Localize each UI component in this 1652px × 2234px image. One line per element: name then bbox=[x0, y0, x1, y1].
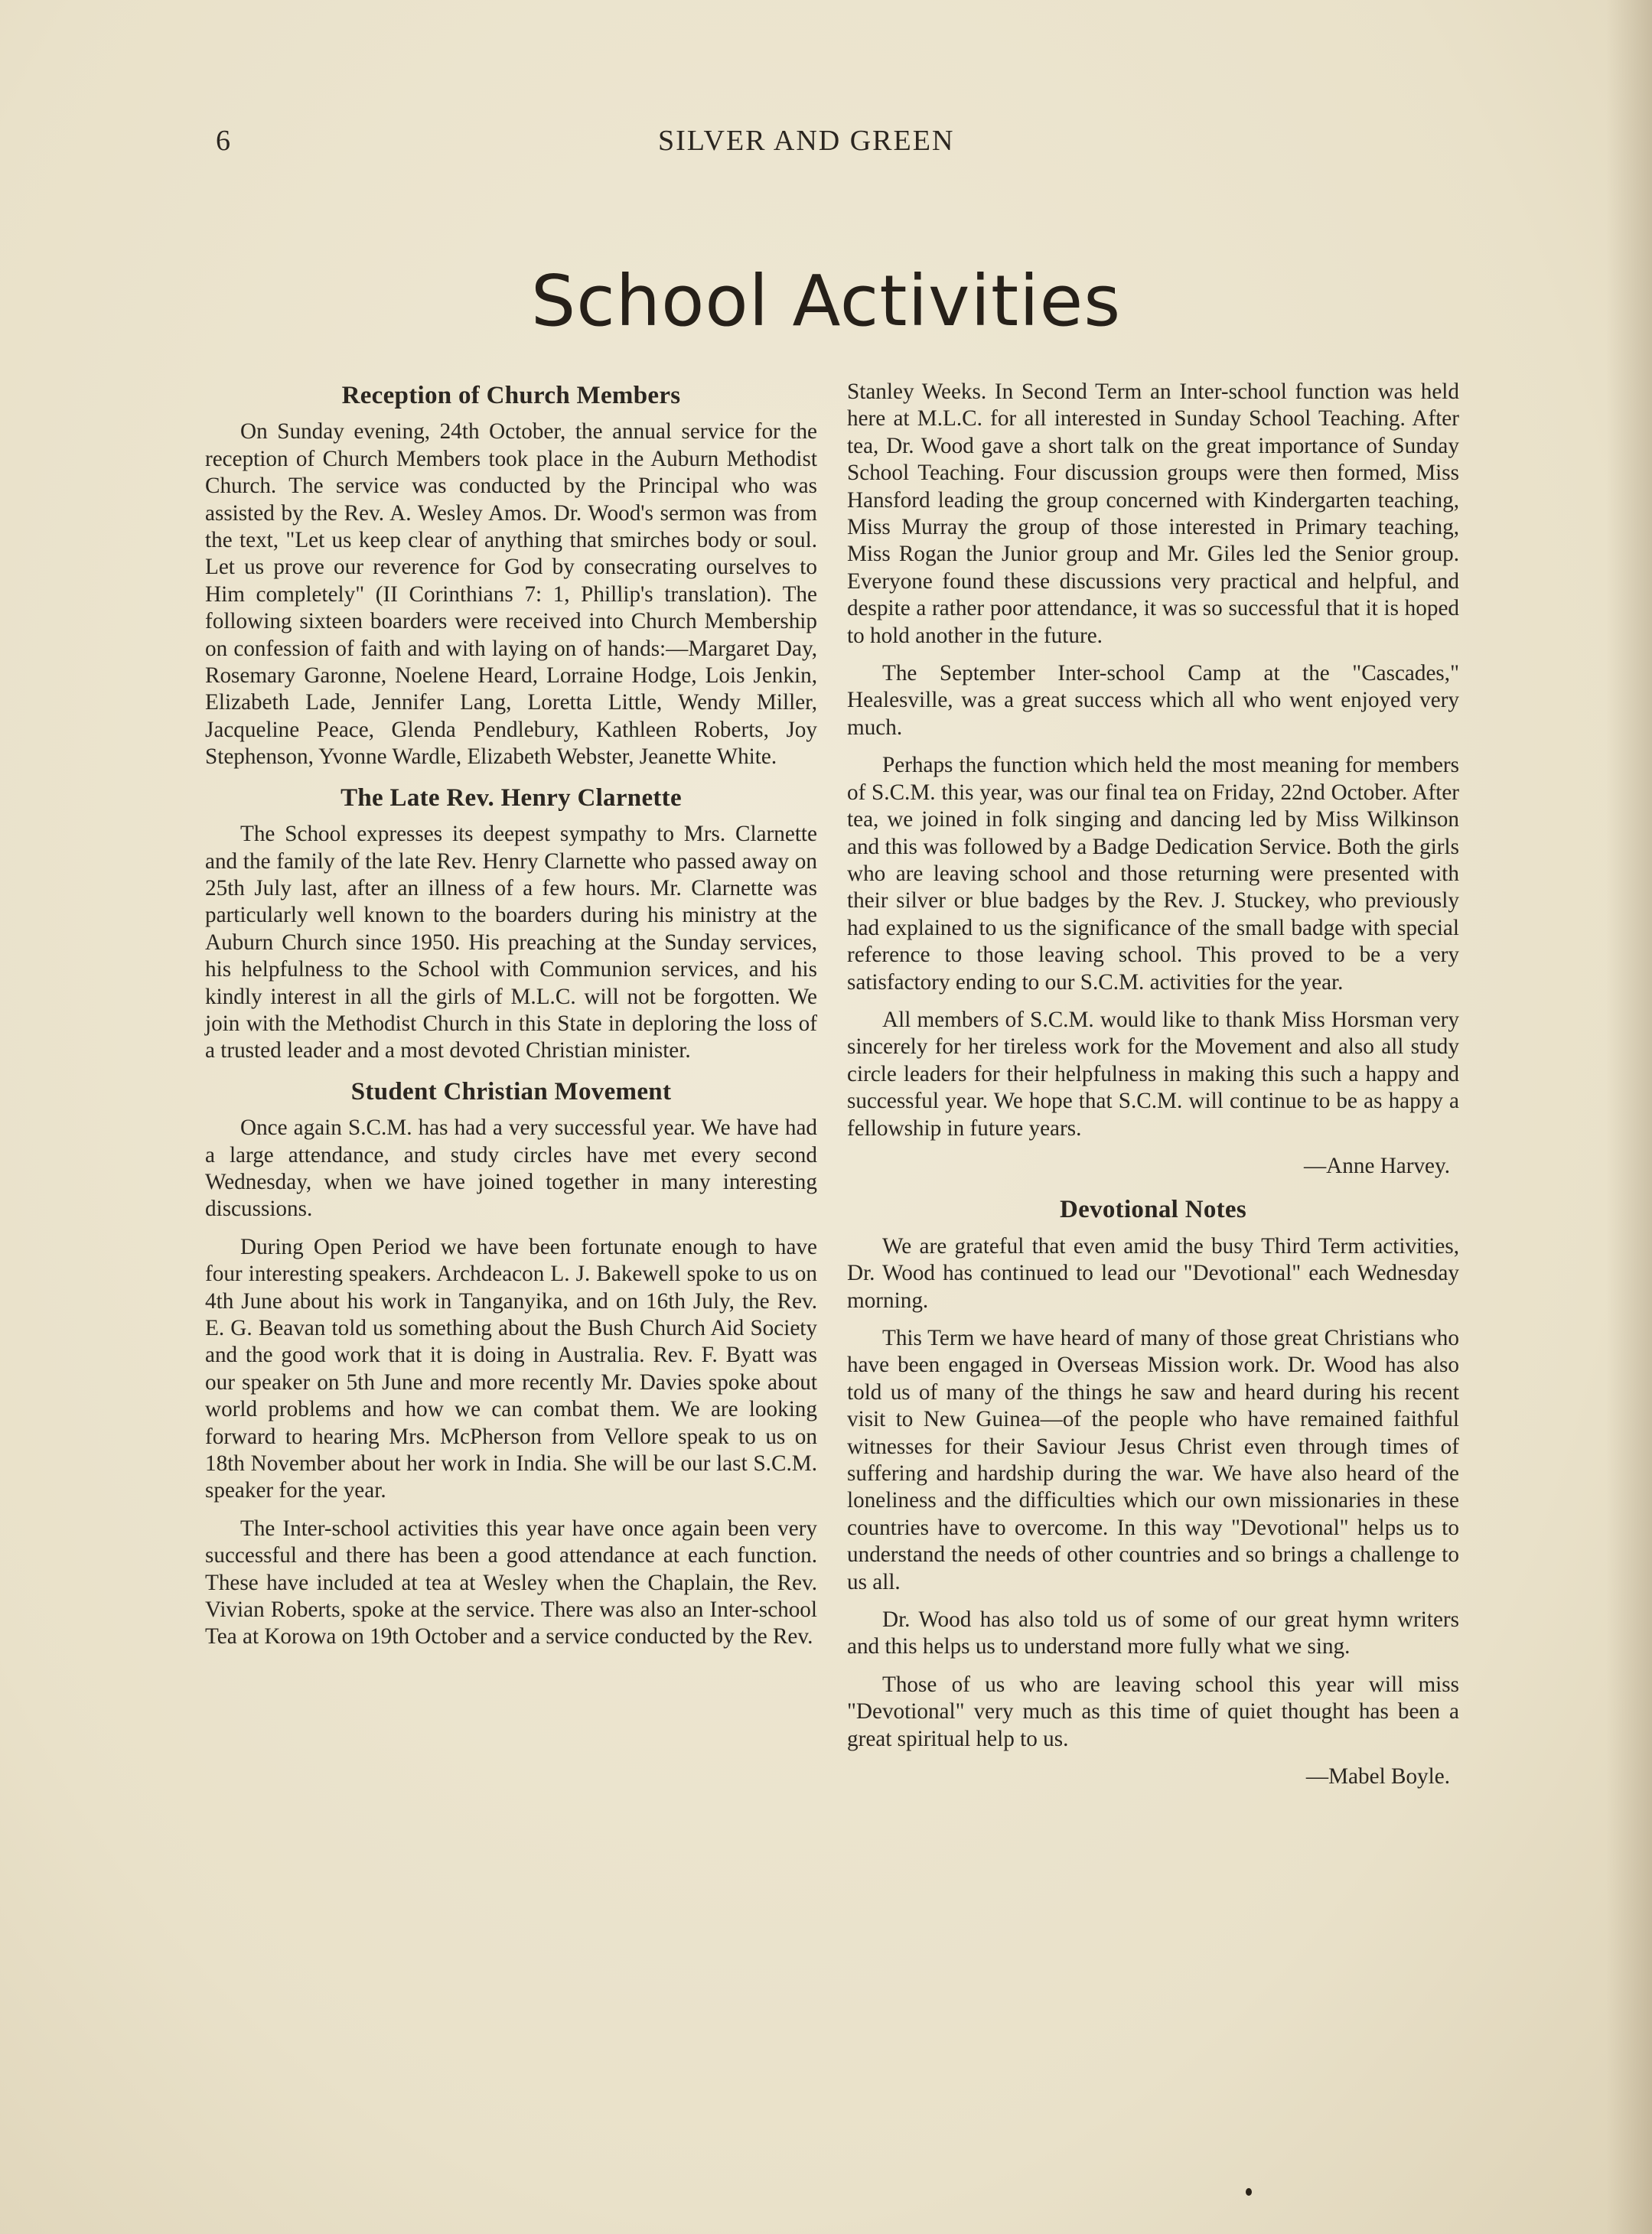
right-column bbox=[847, 379, 1459, 1808]
scm-paragraph-5: Perhaps the function which held the most meaning for members of S.C.M. this year, was our final tea on Friday, 22nd October. After tea, we joined in folk singing and dancing led by Miss Wilkinson and this was followed by a Badge Dedication Service. Both the girls who are leaving school and those returning were presented with their silver or blue badges by the Rev. J. Stuckey, who previously had explained to us the significance of the small badge with special reference to those leaving school. This proved to be a very satisfactory ending to our S.C.M. activities for the year. bbox=[847, 753, 1459, 995]
heading-reception: Reception of Church Members bbox=[341, 382, 681, 409]
scm-paragraph-6: All members of S.C.M. would like to thank Miss Horsman very sincerely for her tireless work for the Movement and also all study circle leaders for their helpfulness in making this such a happy and successful year. We hope that S.C.M. will continue to be as happy a fellowship in future years. bbox=[847, 1007, 1459, 1141]
late-rev-paragraph: The School expresses its deepest sympathy to Mrs. Clarnette and the family of the late Rev. Henry Clarnette who passed away on 25th July last, after an illness of a few hours. Mr. Clarnette was particularly well known to the boarders during his ministry at the Auburn Church since 1950. His preaching at the Sunday services, his helpfulness to the School with Communion services, and his kindly interest in all the girls of M.L.C. will not be forgotten. We join with the Methodist Church in this State in deploring the loss of a trusted leader and a most devoted Christian minister. bbox=[205, 822, 817, 1063]
devotional-signature: —Mabel Boyle. bbox=[1305, 1764, 1450, 1789]
ink-speck bbox=[1246, 2188, 1252, 2196]
scm-paragraph-3: The Inter-school activities this year have once again been very successful and there has been a good attendance at each function. These have included at tea at Wesley when the Chaplain, the Rev. Vivian Roberts, spoke at the service. There was also an Inter-school Tea at Korowa on 19th October and a service conducted by the Rev. bbox=[205, 1516, 817, 1649]
reception-paragraph: On Sunday evening, 24th October, the annual service for the reception of Church Members took place in the Auburn Methodist Church. The service was conducted by the Principal who was assisted by the Rev. A. Wesley Amos. Dr. Wood's sermon was from the text, "Let us keep clear of anything that smirches body or soul. Let us prove our reverence for God by consecrating ourselves to Him completely" (II Corinthians 7: 1, Phillip's translation). The following sixteen boarders were received into Church Membership on confession of faith and with laying on of hands:—Margaret Day, Rosemary Garonne, Noelene Heard, Lorraine Hodge, Lois Jenkin, Elizabeth Lade, Jennifer Lang, Loretta Little, Wendy Miller, Jacqueline Peace, Glenda Pendlebury, Kathleen Roberts, Joy Stephenson, Yvonne Wardle, Elizabeth Webster, Jeanette White. bbox=[205, 419, 817, 770]
heading-devotional: Devotional Notes bbox=[1059, 1196, 1247, 1224]
page-number: 6 bbox=[216, 125, 231, 157]
scm-paragraph-4: The September Inter-school Camp at the "Cascades," Healesville, was a great success which all who went enjoyed very much. bbox=[847, 661, 1459, 740]
devotional-paragraph-1: We are grateful that even amid the busy Third Term activities, Dr. Wood has continued to lead our "Devotional" each Wednesday morning. bbox=[847, 1233, 1459, 1313]
devotional-paragraph-4: Those of us who are leaving school this year will miss "Devotional" very much as this time of quiet thought has been a great spiritual help to us. bbox=[847, 1672, 1459, 1751]
scm-paragraph-3-continued: Stanley Weeks. In Second Term an Inter-school function was held here at M.L.C. for all interested in Sunday School Teaching. After tea, Dr. Wood gave a short talk on the great importance of Sunday School Teaching. Four discussion groups were then formed, Miss Hansford leading the group concerned with Kindergarten teaching, Miss Murray the group of those interested in Primary teaching, Miss Rogan the Junior group and Mr. Giles led the Senior group. Everyone found these discussions very practical and helpful, and despite a rather poor attendance, it was so successful that it is hoped to hold another in the future. bbox=[847, 379, 1459, 648]
devotional-paragraph-3: Dr. Wood has also told us of some of our great hymn writers and this helps us to understand more fully what we sing. bbox=[847, 1607, 1459, 1659]
scm-paragraph-2: During Open Period we have been fortunate enough to have four interesting speakers. Archdeacon L. J. Bakewell spoke to us on 4th June about his work in Tanganyika, and on 16th July, the Rev. E. G. Beavan told us something about the Bush Church Aid Society and the good work that it is doing in Australia. Rev. F. Byatt was our speaker on 5th June and more recently Mr. Davies spoke about world problems and how we can combat them. We are looking forward to hearing Mrs. McPherson from Vellore speak to us on 18th November about her work in India. She will be our last S.C.M. speaker for the year. bbox=[205, 1234, 817, 1503]
heading-scm: Student Christian Movement bbox=[350, 1077, 672, 1106]
page-title: School Activities bbox=[530, 260, 1122, 342]
heading-late-rev: The Late Rev. Henry Clarnette bbox=[341, 783, 682, 812]
running-head: SILVER AND GREEN bbox=[658, 125, 955, 157]
left-column bbox=[205, 375, 817, 1662]
devotional-paragraph-2: This Term we have heard of many of those great Christians who have been engaged in Overseas Mission work. Dr. Wood has also told us of many of the things he saw and heard during his recent visit to New Guinea—of the people who have remained faithful witnesses for their Saviour Jesus Christ even through times of suffering and hardship during the war. We have also heard of the loneliness and the difficulties which our own missionaries in these countries have to overcome. In this way "Devotional" helps us to understand the needs of other countries and so brings a challenge to us all. bbox=[847, 1326, 1459, 1594]
scm-paragraph-1: Once again S.C.M. has had a very successful year. We have had a large attendance, and study circles have met every second Wednesday, when we have joined together in many interesting discussions. bbox=[205, 1115, 817, 1222]
scm-signature: —Anne Harvey. bbox=[1303, 1153, 1450, 1178]
